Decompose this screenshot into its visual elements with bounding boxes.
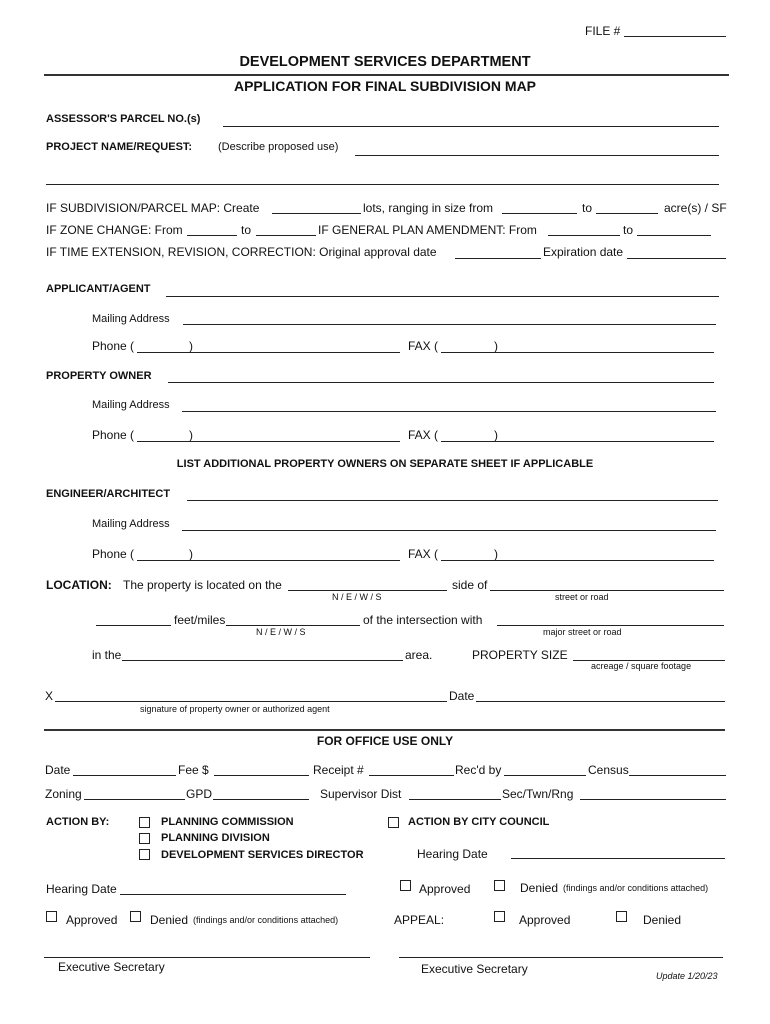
planning-division-label: PLANNING DIVISION bbox=[161, 832, 270, 844]
denied-checkbox[interactable] bbox=[130, 911, 141, 922]
approved-label: Approved bbox=[66, 913, 118, 927]
office-divider bbox=[44, 729, 725, 731]
owner-phone-label: Phone ( bbox=[92, 428, 135, 442]
denied-label: Denied bbox=[150, 913, 189, 927]
intersection-label: of the intersection with bbox=[363, 613, 483, 627]
fee-label: Fee $ bbox=[178, 763, 209, 777]
applicant-mailing-field[interactable] bbox=[183, 324, 716, 325]
direction-hint-1: N / E / W / S bbox=[332, 592, 382, 602]
street-field[interactable] bbox=[490, 590, 724, 591]
gpd-label: GPD bbox=[186, 787, 213, 801]
planning-commission-checkbox[interactable] bbox=[139, 817, 150, 828]
denied-note: (findings and/or conditions attached) bbox=[193, 915, 339, 925]
original-approval-date-field[interactable] bbox=[455, 258, 541, 259]
office-use-heading: FOR OFFICE USE ONLY bbox=[316, 734, 454, 748]
appeal-approved-label: Approved bbox=[519, 913, 571, 927]
hearing-date-label: Hearing Date bbox=[46, 882, 117, 896]
to-label: to bbox=[582, 201, 593, 215]
location-direction-field[interactable] bbox=[288, 590, 447, 591]
feet-miles-label: feet/miles bbox=[174, 613, 226, 627]
owner-phone-field[interactable] bbox=[137, 441, 400, 442]
appeal-denied-label: Denied bbox=[643, 913, 682, 927]
appeal-label: APPEAL: bbox=[394, 913, 445, 927]
area-field[interactable] bbox=[122, 660, 403, 661]
gpa-to-label: to bbox=[623, 223, 634, 237]
receipt-field[interactable] bbox=[369, 775, 454, 776]
council-approved-checkbox[interactable] bbox=[400, 880, 411, 891]
additional-owners-note: LIST ADDITIONAL PROPERTY OWNERS ON SEPARATE SHEET IF APPLICABLE bbox=[176, 458, 594, 470]
exec-secretary-label-2: Executive Secretary bbox=[421, 962, 528, 976]
supervisor-label: Supervisor Dist bbox=[320, 787, 402, 801]
applicant-fax-field[interactable] bbox=[441, 352, 714, 353]
exec-secretary-signature-line-1[interactable] bbox=[44, 957, 370, 958]
file-number-field[interactable] bbox=[624, 36, 726, 37]
zone-change-label: IF ZONE CHANGE: From bbox=[46, 223, 183, 237]
approved-checkbox[interactable] bbox=[46, 911, 57, 922]
owner-label: PROPERTY OWNER bbox=[46, 370, 152, 382]
appeal-denied-checkbox[interactable] bbox=[616, 911, 627, 922]
signature-x: X bbox=[45, 689, 54, 703]
zoning-field[interactable] bbox=[84, 799, 185, 800]
supervisor-field[interactable] bbox=[409, 799, 501, 800]
fee-field[interactable] bbox=[214, 775, 309, 776]
acres-sf-label: acre(s) / SF bbox=[664, 201, 727, 215]
receipt-label: Receipt # bbox=[313, 763, 364, 777]
zoning-label: Zoning bbox=[45, 787, 82, 801]
file-number-label: FILE # bbox=[585, 24, 621, 38]
property-size-label: PROPERTY SIZE bbox=[472, 648, 568, 662]
applicant-label: APPLICANT/AGENT bbox=[46, 283, 151, 295]
applicant-fax-paren: ) bbox=[494, 339, 498, 353]
gpa-label: IF GENERAL PLAN AMENDMENT: From bbox=[318, 223, 537, 237]
in-the-label: in the bbox=[92, 648, 122, 662]
council-hearing-date-label: Hearing Date bbox=[417, 847, 488, 861]
major-street-field[interactable] bbox=[497, 625, 724, 626]
gpd-field[interactable] bbox=[213, 799, 309, 800]
applicant-phone-field[interactable] bbox=[137, 352, 400, 353]
area-label: area. bbox=[405, 648, 433, 662]
size-to-field[interactable] bbox=[596, 213, 658, 214]
lots-count-field[interactable] bbox=[272, 213, 361, 214]
zone-to-label: to bbox=[241, 223, 252, 237]
owner-fax-label: FAX ( bbox=[408, 428, 439, 442]
engineer-fax-paren: ) bbox=[494, 547, 498, 561]
planning-division-checkbox[interactable] bbox=[139, 833, 150, 844]
intersection-direction-field[interactable] bbox=[226, 625, 360, 626]
project-field[interactable] bbox=[355, 155, 719, 156]
owner-fax-field[interactable] bbox=[441, 441, 714, 442]
gpa-to-field[interactable] bbox=[637, 235, 711, 236]
owner-phone-paren: ) bbox=[189, 428, 193, 442]
expiration-label: Expiration date bbox=[543, 245, 624, 259]
exec-secretary-label-1: Executive Secretary bbox=[58, 960, 165, 974]
zone-to-field[interactable] bbox=[256, 235, 316, 236]
signature-date-field[interactable] bbox=[476, 701, 725, 702]
census-label: Census bbox=[588, 763, 629, 777]
owner-fax-paren: ) bbox=[494, 428, 498, 442]
subdivision-label: IF SUBDIVISION/PARCEL MAP: Create bbox=[46, 201, 260, 215]
side-of-label: side of bbox=[452, 578, 488, 592]
department-heading: DEVELOPMENT SERVICES DEPARTMENT bbox=[239, 54, 531, 70]
council-denied-label: Denied bbox=[520, 881, 559, 895]
dsd-checkbox[interactable] bbox=[139, 849, 150, 860]
owner-mailing-field[interactable] bbox=[182, 411, 716, 412]
form-title: APPLICATION FOR FINAL SUBDIVISION MAP bbox=[233, 78, 537, 94]
council-denied-checkbox[interactable] bbox=[494, 880, 505, 891]
signature-caption: signature of property owner or authorized agent bbox=[140, 704, 330, 714]
gpa-from-field[interactable] bbox=[548, 235, 620, 236]
census-field[interactable] bbox=[629, 775, 726, 776]
city-council-checkbox[interactable] bbox=[388, 817, 399, 828]
appeal-approved-checkbox[interactable] bbox=[494, 911, 505, 922]
applicant-field[interactable] bbox=[166, 296, 719, 297]
time-extension-label: IF TIME EXTENSION, REVISION, CORRECTION: Original approval date bbox=[46, 245, 437, 259]
engineer-phone-field[interactable] bbox=[137, 560, 400, 561]
engineer-fax-field[interactable] bbox=[441, 560, 714, 561]
sec-twn-rng-field[interactable] bbox=[580, 799, 726, 800]
hearing-date-field[interactable] bbox=[120, 894, 346, 895]
assessor-field[interactable] bbox=[223, 126, 719, 127]
zone-from-field[interactable] bbox=[187, 235, 237, 236]
acreage-hint: acreage / square footage bbox=[591, 661, 692, 671]
applicant-phone-label: Phone ( bbox=[92, 339, 135, 353]
engineer-phone-paren: ) bbox=[189, 547, 193, 561]
engineer-label: ENGINEER/ARCHITECT bbox=[46, 488, 171, 500]
applicant-phone-paren: ) bbox=[189, 339, 193, 353]
street-hint: street or road bbox=[555, 592, 609, 602]
sec-twn-rng-label: Sec/Twn/Rng bbox=[502, 787, 574, 801]
engineer-fax-label: FAX ( bbox=[408, 547, 439, 561]
assessor-label: ASSESSOR'S PARCEL NO.(s) bbox=[46, 113, 201, 125]
recd-by-label: Rec'd by bbox=[455, 763, 502, 777]
direction-hint-2: N / E / W / S bbox=[256, 627, 306, 637]
project-field-line2[interactable] bbox=[46, 184, 719, 185]
size-from-field[interactable] bbox=[502, 213, 577, 214]
recd-by-field[interactable] bbox=[504, 775, 586, 776]
council-hearing-date-field[interactable] bbox=[511, 858, 725, 859]
major-street-hint: major street or road bbox=[543, 627, 622, 637]
signature-date-label: Date bbox=[449, 689, 475, 703]
office-date-label: Date bbox=[45, 763, 71, 777]
council-approved-label: Approved bbox=[419, 882, 471, 896]
engineer-phone-label: Phone ( bbox=[92, 547, 135, 561]
office-date-field[interactable] bbox=[73, 775, 176, 776]
applicant-mailing-label: Mailing Address bbox=[92, 313, 170, 325]
project-label: PROJECT NAME/REQUEST: bbox=[46, 141, 193, 153]
owner-mailing-label: Mailing Address bbox=[92, 399, 170, 411]
location-text: The property is located on the bbox=[123, 578, 282, 592]
applicant-fax-label: FAX ( bbox=[408, 339, 439, 353]
action-by-label: ACTION BY: bbox=[46, 816, 110, 828]
project-hint: (Describe proposed use) bbox=[218, 141, 339, 153]
update-stamp: Update 1/20/23 bbox=[656, 971, 718, 981]
lots-range-label: lots, ranging in size from bbox=[363, 201, 494, 215]
engineer-mailing-field[interactable] bbox=[182, 530, 716, 531]
signature-field[interactable] bbox=[55, 701, 447, 702]
engineer-mailing-label: Mailing Address bbox=[92, 518, 170, 530]
exec-secretary-signature-line-2[interactable] bbox=[399, 957, 723, 958]
city-council-label: ACTION BY CITY COUNCIL bbox=[408, 816, 550, 828]
council-denied-note: (findings and/or conditions attached) bbox=[563, 883, 709, 893]
header-rule bbox=[44, 74, 729, 76]
distance-field[interactable] bbox=[96, 625, 171, 626]
engineer-field[interactable] bbox=[187, 500, 718, 501]
dsd-label: DEVELOPMENT SERVICES DIRECTOR bbox=[161, 849, 364, 861]
location-label: LOCATION: bbox=[46, 578, 112, 592]
expiration-date-field[interactable] bbox=[627, 258, 726, 259]
owner-field[interactable] bbox=[168, 382, 714, 383]
planning-commission-label: PLANNING COMMISSION bbox=[161, 816, 294, 828]
